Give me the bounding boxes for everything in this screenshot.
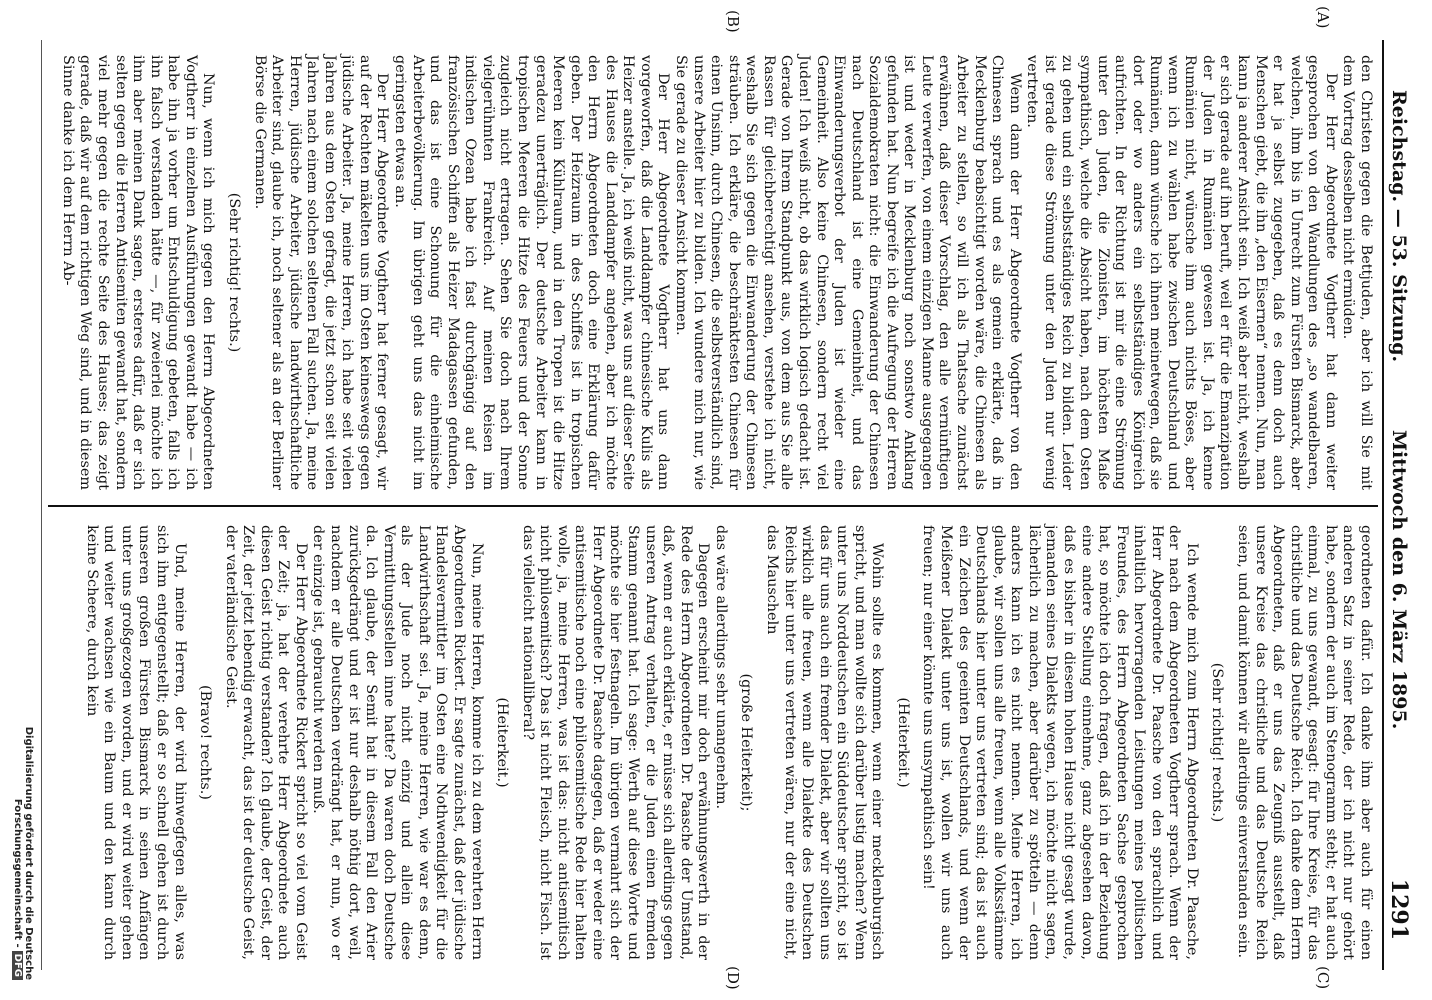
- right-column: [82, 525, 1374, 960]
- paragraph: Wohin sollte es kommen, wenn einer mecklenburgisch spricht, und man wollte sich darüber lustig machen? Wenn unter uns Norddeutschen ein Süddeutscher spricht, so ist das für uns auch ein fremder Dialekt, aber wir sollten uns wirklich alle freuen, wenn alle Dialekte des Deutschen Reichs hier unter uns vertreten wären, nur der eine nicht, das Mauscheln: [764, 525, 886, 960]
- column-divider: [48, 505, 1378, 507]
- margin-marker-b: (B): [724, 10, 742, 33]
- paragraph: den Christen gegen die Bettjuden, aber ich will Sie mit dem Vortrag desselben nicht ermüden.: [1340, 55, 1374, 490]
- header-rule: [1382, 40, 1384, 970]
- left-column: [58, 55, 1374, 490]
- header-session: Reichstag. — 53. Sitzung.: [1388, 90, 1410, 363]
- margin-marker-c: (C): [1314, 966, 1332, 990]
- paragraph: Der Herr Abgeordnete Vogtherr hat ferner gesagt, wir auf der Rechten mäkelten uns im Osten keineswegs gegen jüdische Arbeiter. Ja, meine Herren, ich habe seit vielen Jahren aus dem Osten gefragt, die jetzt schon seit vielen Jahren nach einem solchen seltenen Fall suchen. Ja, meine Herren, jüdische Arbeiter, jüdische landwirthschaftliche Arbeiter sind, glaube ich, noch seltener als an der Berliner Börse die Germanen.: [251, 55, 391, 490]
- interjection: (Sehr richtig! rechts.): [226, 192, 242, 353]
- paragraph: Der Herr Abgeordnete Vogtherr hat dann weiter gesprochen von den Wandlungen des „so wandelbaren, welchen, ihm bis in Unrecht zum Fürsten Bismarck, aber er hat ja selbst zugegeben, daß es denn doch auch Menschen giebt, die ihn „den Eisernen“ nennen. Nun, man kann ja anderer Ansicht sein. Ich weiß aber nicht, weshalb er sich gerade auf ihn beruft, weil er für die Emanzipation der Juden in Rumänien gewesen ist. Ja, ich kenne Rumänien nicht, wünsche ihm auch nichts Böses, aber wenn ich zu wählen habe zwischen Deutschland und Rumänien, dann wünsche ich ihnen meinetwegen, daß sie dort oder wo anders ein selbstständiges Königreich aufrichten. In der Richtung ist mir die eine Strömung unter den Juden, die Zionisten, im höchsten Maße sympathisch, welche die Absicht haben, nach dem Osten zu gehen und ein selbstständiges Reich zu bilden. Leider ist gerade diese Strömung unter den Juden nur wenig vertreten.: [1024, 55, 1339, 490]
- header-date: Mittwoch den 6. März 1895.: [1388, 430, 1410, 730]
- paragraph: Nun, wenn ich mich gegen den Herrn Abgeordneten Vogtherr in einzelnen Ausführungen gewandt habe — ich habe ihn ja vorher um Entschuldigung gebeten, falls ich ihn falsch verstanden hätte —, für zweierlei möchte ich ihm aber meinen Dank sagen, ersteres dafür, daß er sich selten gegen die Herren Antisemiten gewandt hat, sondern viel mehr gegen die rechte Seite des Hauses; das zeigt gerade, daß wir auf dem richtigen Weg sind, und in diesem Sinne danke ich dem Herrn Ab-: [59, 55, 217, 490]
- paragraph: Und, meine Herren, der wird hinwegfegen alles, was sich ihm entgegenstellt; daß er so schnell gehen ist durch unseren großen Fürsten Bismarck in seinen Anfängen unter uns großgezogen worden, und er wird weiter gehen und weiter wachsen wie ein Baum und den kann durch keine Scheere, durch kein: [83, 525, 188, 960]
- margin-marker-d: (D): [724, 966, 742, 990]
- paragraph: Der Herr Abgeordnete Rickert spricht so viel vom Geist der Zeit; ja, hat der verehrte Herr Abgeordnete auch diesen Geist richtig verstanden? Ich glaube, der Geist, der Zeit, der jetzt lebendig erwacht, das ist der deutsche Geist, der vaterländische Geist.: [222, 525, 309, 960]
- interjection: (Bravo! rechts.): [197, 685, 214, 800]
- interjection: (Heiterkeit.): [894, 697, 911, 788]
- paragraph: Der Herr Abgeordnete Vogtherr hat uns dann vorgeworfen, daß die Landdampfer chinesische Kulis als Heizer anstelle. Ja, ich weiß nicht, was uns auf dieser Seite des Hauses die Landdampfer angehen, aber ich möchte den Herrn Abgeordneten doch eine Erklärung dafür geben. Der Heizraum in des Schiffes ist in tropischen Meeren kein Kühlraum, und in den Tropen ist die Hitze geradezu unerträglich. Der deutsche Arbeiter kann in tropischen Meeren die Hitze des Feuers und der Sonne zugleich nicht ertragen. Sehen Sie doch nach Ihrem vielgerühmten Frankreich. Auf meinen Reisen im indischen Ozean habe ich fast durchgängig auf den französischen Schiffen als Heizer Madagassen gefunden, und das ist eine Schonung für die einheimische Arbeiterbevölkerung. Im übrigen geht uns das nicht im geringsten etwas an.: [392, 55, 672, 490]
- paragraph: Nun, meine Herren, komme ich zu dem verehrten Herrn Abgeordneten Rickert. Er sagte zunächst, daß der jüdische Handelsvermittler im Osten eine Nothwendigkeit für die Landwirthschaft sei. Ja, meine Herren, wie war es denn, als der Jude noch nicht einzig und allein diese Vermittlungsstellen inne hatte? Da waren doch Deutsche da. Ich glaube, der Semit hat in diesem Fall den Arier zurückgedrängt und er ist nur deshalb nöthig dort, weil, nachdem er alle Deutschen verdrängt hat, er nun, wo er der einzige ist, gebraucht werden muß.: [310, 525, 485, 960]
- interjection: (Heiterkeit.): [494, 697, 511, 788]
- paragraph: das wäre allerdings sehr unangenehm.: [712, 525, 729, 810]
- interjection: (Sehr richtig! rechts.): [1209, 662, 1226, 823]
- footer-text: Digitalisierung gefördert durch die Deutsche Forschungsgemeinschaft -: [12, 726, 34, 980]
- paragraph: Wenn dann der Herr Abgeordnete Vogtherr von den Chinesen sprach und es als gemein erklärte, daß in Mecklenburg beabsichtigt worden wäre, die Chinesen als Arbeiter zu stellen, so will ich als Thatsache zunächst erwähnen, daß dieser Vorschlag, den alle vernünftigen Leute verwerfen, von einem einzigen Manne ausgegangen ist und weder in Mecklenburg noch sonstwo Anklang gefunden hat. Nun begreife ich die Aufregung der Herren Sozialdemokraten nicht: die Einwanderung der Chinesen nach Deutschland ist eine Gemeinheit, und das Einwanderungsverbot der Juden ist wieder eine Gemeinheit. Also keine Chinesen, sondern recht viel Juden! Ich weiß nicht, ob das wirklich logisch gedacht ist. Gerade von Ihrem Standpunkt aus, von dem aus Sie alle Rassen für gleichberechtigt ansehen, verstehe ich nicht, weshalb Sie sich gegen die Einwanderung der Chinesen sträuben. Ich erkläre, die beschränktesten Chinesen für einen Unsinn, durch Chinesen, die selbstverständlich sind, unsere Arbeiter hier zu bilden. Ich wundere mich nur, wie Sie gerade zu dieser Ansicht kommen.: [673, 55, 1023, 490]
- header-page-number: 1291: [1386, 878, 1412, 940]
- page-header: [1378, 30, 1420, 970]
- dfg-badge: DFG: [12, 951, 23, 980]
- paragraph: Ich wende mich zum Herrn Abgeordneten Dr. Paasche, der nach dem Abgeordneten Vogtherr sprach. Wenn der Herr Abgeordnete Dr. Paasche von den sprachlich und inhaltlich hervorragenden Leistungen meines politischen Freundes, des Herrn Abgeordneten Sachse gesprochen hat, so möchte ich doch fragen, daß ich in der Beziehung eine andere Stellung einnehme, ganz abgesehen davon, daß es bisher in diesem hohen Hause nicht gesagt wurde, jemanden seines Dialekts wegen, ich möchte nicht sagen, lächerlich zu machen, aber darüber zu spötteln — denn anders kann ich es nicht nennen. Meine Herren, ich glaube, wir sollen uns alle freuen, wenn alle Volksstämme Deutschlands hier unter uns vertreten sind; das ist auch ein Zeichen des geeinten Deutschlands, und wenn der Meißener Dialekt unter uns ist, wollen wir uns auch freuen; nur einer könnte uns unsympathisch sein!: [920, 525, 1200, 960]
- footer-rule: [41, 40, 42, 970]
- digitization-footer: [12, 600, 34, 980]
- paragraph: Dagegen erscheint mir doch erwähnungswerth in der Rede des Herrn Abgeordneten Dr. Paasche der Umstand, daß, wenn er auch erklärte, er müsse sich allerdings gegen unseren Antrag verhalten, er die Juden einen fremden Stamm genannt hat. Ich sage: Werth auf diese Worte und möchte sie hier festnageln. Im übrigen vermahrt sich der Herr Abgeordnete Dr. Paasche dagegen, daß er weder eine antisemitische noch eine philosemitische Rede hier halten wolle, ja, meine Herren, was ist das: nicht antisemitisch nicht philosemitisch? Das ist nicht Fleisch, nicht Fisch. Ist das vielleicht nationalliberal?: [519, 525, 712, 960]
- interjection: (große Heiterkeit);: [738, 673, 755, 812]
- paragraph: geordneten dafür. Ich danke ihm aber auch für einen anderen Satz in seiner Rede, der ich nicht nur gehört habe, sondern der auch im Stenogramm steht; er hat auch einmal, zu uns gewandt, gesagt: für Ihre Kreise, für das christliche und das Deutsche Reich. Ich danke dem Herrn Abgeordneten, daß er uns das Zeugniß ausstellt, daß unsere Kreise das christliche und das Deutsche Reich seien, und damit können wir allerdings einverstanden sein.: [1235, 525, 1374, 960]
- margin-marker-a: (A): [1314, 6, 1332, 29]
